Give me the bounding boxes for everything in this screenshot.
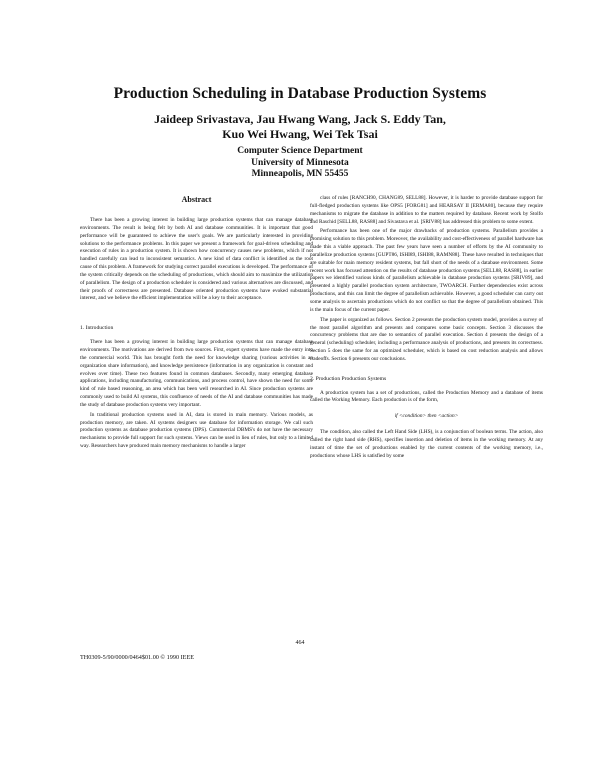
- paper-title: Production Scheduling in Database Production Systems: [113, 85, 487, 102]
- copyright-footer: TH0309-5/90/0000/0464$01.00 © 1990 IEEE: [80, 654, 195, 661]
- right-paragraph-2: Performance has been one of the major drawbacks of production systems. Parallelism provides a promising solution to this problem. Moreover, the availability and cost-effectiveness of parallel hardware has made this a viable approach. The past few years have seen a number of efforts by the AI community to parallelize production systems [GUPT86, ISHI89, ISHI88, RAMN88]. These have resulted in techniques that are suitable for main memory resident systems, but fall short of the needs of a database environment. Some recent work has focused attention on the results of database production systems [SELL88, RAS88], in earlier papers we identified various kinds of parallelism achievable in database production systems [SRIV89], and presented a highly parallel production system architecture, TWOARCH. Further dependencies exist across productions, and this can limit the degree of parallelism achievable. However, a good scheduler can carry out some analysis to ascertain productions which do not conflict so that the degree of parallelism obtained. This is the main focus of the current paper.: [310, 228, 543, 313]
- affiliation-university: University of Minnesota: [251, 157, 349, 168]
- abstract-text: There has been a growing interest in building large production systems that can manage database environments. The result is being felt by both AI and database communities. It is important that good performance will be guaranteed to achieve the user's goals. We are particularly interested in providing solutions to the performance problems. In this paper we present a framework for goal-driven scheduling and execution of rules in a production system. It is shown how concurrency causes new problems, which if not handled carefully can lead to inconsistent semantics. A new kind of data conflict is identified as the root cause of this problem. A framework for studying correct parallel executions is developed. The performance of the system critically depends on the scheduling of productions, which should aim to maximize the utilization of parallelism. The design of a production scheduler is considered and various alternatives are discussed, and their proofs of correctness are presented. Database oriented production systems have evoked substantial interest, and we believe the efficient implementation will be a key to their acceptance.: [80, 217, 313, 302]
- author-list: [80, 112, 520, 142]
- page-number: 464: [295, 640, 305, 646]
- abstract-heading: Abstract: [181, 195, 212, 204]
- affiliation: [150, 146, 450, 181]
- introduction-heading: 1. Introduction: [80, 325, 114, 332]
- introduction-paragraph-2: In traditional production systems used in AI, data is stored in main memory. Various models, as production memory, are taken. AI systems designers use database for information storage. We call such production systems as database production systems (DPS). Commercial DBMS's do not have the necessary mechanisms to provide full support for such systems. Views can be used in lieu of rules, but only to a limited way. Researchers have produced main memory mechanisms to handle a larger: [80, 411, 313, 450]
- authors-line-1: Jaideep Srivastava, Jau Hwang Wang, Jack S. Eddy Tan,: [154, 112, 446, 126]
- left-column: [80, 195, 313, 453]
- right-column: [310, 195, 543, 462]
- affiliation-department: Computer Science Department: [237, 146, 363, 156]
- section-2-heading: 2. Production Production Systems: [310, 375, 387, 382]
- right-paragraph-3: The paper is organized as follows. Section 2 presents the production system model, provides a survey of the most parallel algorithm and presents and compares some basic concepts. Section 3 discusses the concurrency problems that are due to semantics of parallel execution. Section 4 presents the design of a general (scheduling) scheduler, including a performance analysis of productions, and presents its correctness. Section 5 does the same for an optimized scheduler, which is based on cost reduction analysis and allows tradeoffs. Section 6 presents our conclusions.: [310, 316, 543, 362]
- right-paragraph-4: A production system has a set of productions, called the Production Memory and a database of items called the Working Memory. Each production is of the form,: [310, 389, 543, 404]
- introduction-paragraph-1: There has been a growing interest in building large production systems that can manage database environments. The motivations are derived from two sources. First, expert systems have made the entry into the commercial world. This has brought forth the need for knowledge sharing (various activities in an organization share information), and knowledge persistence (information in any organization is constant and evolves over time). These two features found in common databases. Secondly, many emerging database applications, including manufacturing, communications, and process control, have shown the need for some kind of rule based reasoning, an area which has been well researched in AI. Since production systems are commonly used to build AI systems, this confluence of needs of the AI and database communities has made the study of database production systems very important.: [80, 339, 313, 408]
- authors-line-2: Kuo Wei Hwang, Wei Tek Tsai: [222, 127, 378, 141]
- production-rule-form: if <condition> then <action>: [394, 413, 459, 420]
- right-paragraph-1: class of rules [RANCH90, CHANG89, SELL88]. However, it is harder to provide database support for full-fledged production systems like OPS5 [FORG81] and HEARSAY II [ERMA80], because they require mechanisms to migrate the database in addition to the matters required by database. Recent work by Stolfo and Raschid [SELL88, RAS88] and Sivastava et al. [SRIV88] has addressed this problem to some extent.: [310, 195, 543, 225]
- affiliation-city: Minneapolis, MN 55455: [251, 169, 349, 179]
- right-paragraph-5: The condition, also called the Left Hand Side (LHS), is a conjunction of boolean terms. The action, also called the right hand side (RHS), specifies insertion and deletion of items in the working memory. At any instant of time the set of productions enabled by the current contents of the working memory, i.e., productions whose LHS is satisfied by some: [310, 429, 543, 459]
- spacer: [80, 305, 313, 313]
